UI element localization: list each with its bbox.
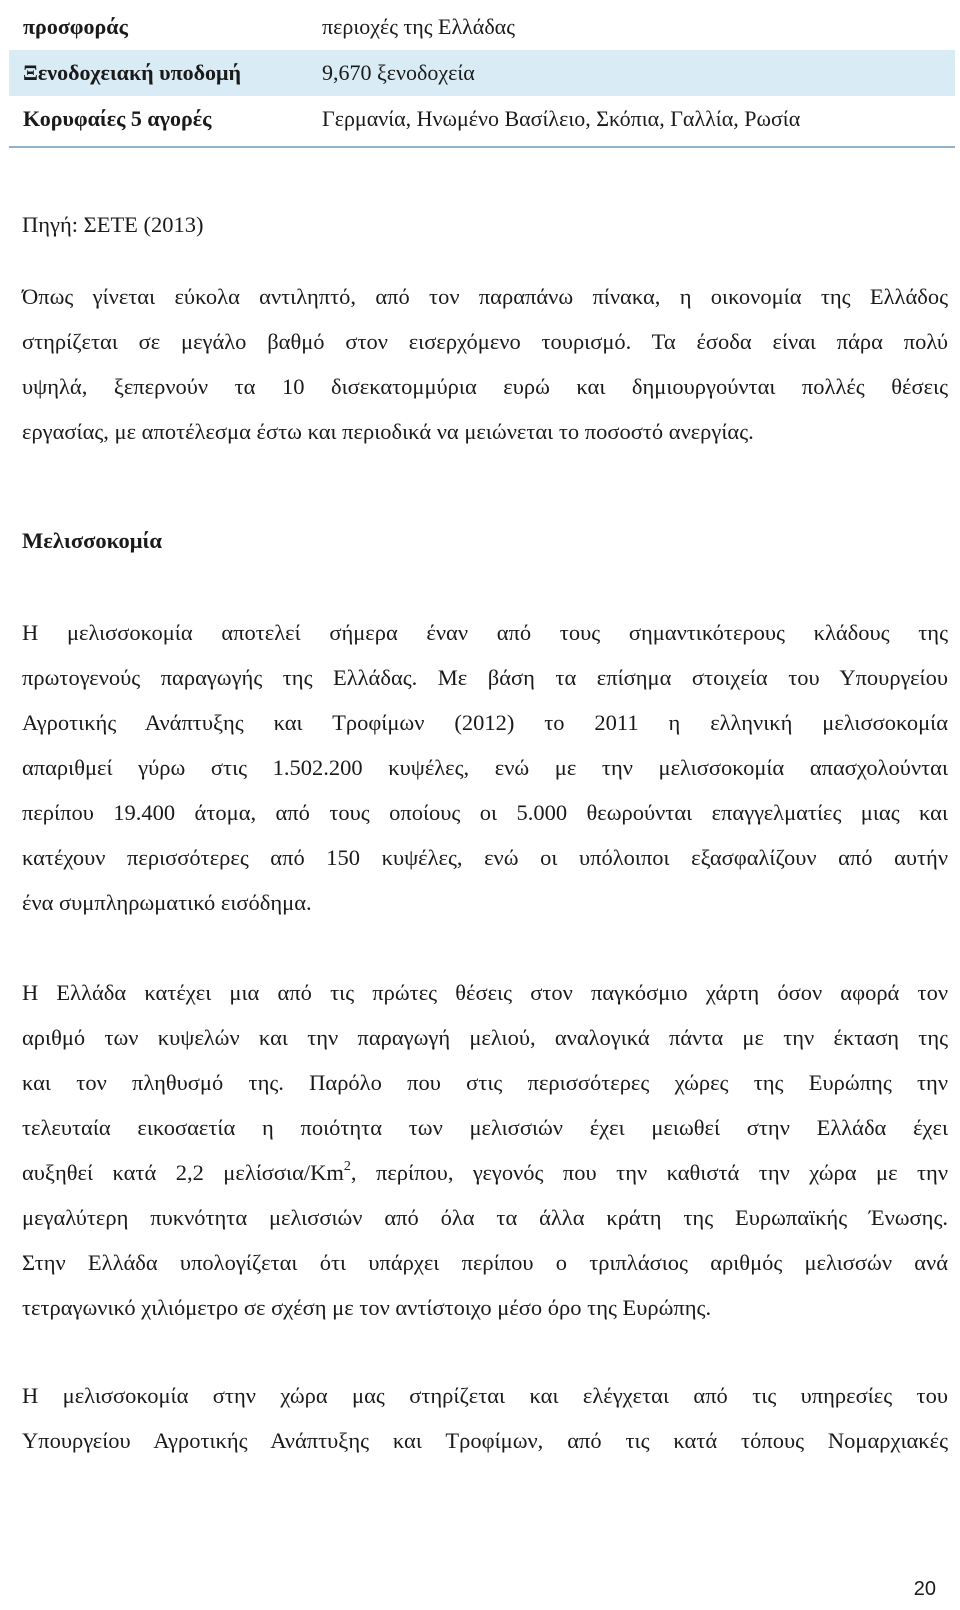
text-line [22, 1150, 948, 1195]
text-line: Υπουργείου Αγροτικής Ανάπτυξης και Τροφίμων, από τις κατά τόπους Νομαρχιακές [22, 1428, 948, 1453]
text-line: Η Ελλάδα κατέχει μια από τις πρώτες θέσεις στον παγκόσμιο χάρτη όσον αφορά τον [22, 980, 948, 1005]
table-row-value: περιοχές της Ελλάδας [322, 14, 515, 39]
table-row-value: 9,670 ξενοδοχεία [322, 60, 475, 85]
table-row-label: Κορυφαίες 5 αγορές [23, 106, 212, 131]
table-row-label: προσφοράς [23, 14, 128, 39]
table-row [9, 4, 955, 50]
text-line: κατέχουν περισσότερες από 150 κυψέλες, ενώ οι υπόλοιποι εξασφαλίζουν από αυτήν [22, 845, 948, 870]
paragraph-services [22, 1373, 948, 1463]
text-line: Όπως γίνεται εύκολα αντιληπτό, από τον παραπάνω πίνακα, η οικονομία της Ελλάδος [22, 284, 948, 309]
table-row-label: Ξενοδοχειακή υποδομή [23, 60, 242, 85]
text-line: μεγαλύτερη πυκνότητα μελισσιών από όλα τα άλλα κράτη της Ευρωπαϊκής Ένωσης. [22, 1205, 948, 1230]
text-line: τελευταία εικοσαετία η ποιότητα των μελισσιών έχει μειωθεί στην Ελλάδα έχει [22, 1115, 948, 1140]
text-fragment: αυξηθεί κατά 2,2 μελίσσια/Km [22, 1160, 344, 1185]
paragraph-beekeeping-intro [22, 610, 948, 925]
text-line: πρωτογενούς παραγωγής της Ελλάδας. Με βάση τα επίσημα στοιχεία του Υπουργείου [22, 665, 948, 690]
text-line: Αγροτικής Ανάπτυξης και Τροφίμων (2012) το 2011 η ελληνική μελισσοκομία [22, 710, 948, 735]
paragraph-tourism [22, 274, 948, 454]
text-line: τετραγωνικό χιλιόμετρο σε σχέση με τον αντίστοιχο μέσο όρο της Ευρώπης. [22, 1295, 712, 1320]
text-line: Η μελισσοκομία στην χώρα μας στηρίζεται και ελέγχεται από τις υπηρεσίες του [22, 1383, 948, 1408]
text-fragment: , περίπου, γεγονός που την καθιστά την χώρα με την [350, 1160, 948, 1185]
text-line: και τον πληθυσμό της. Παρόλο που στις περισσότερες χώρες της Ευρώπης την [22, 1070, 948, 1095]
text-line: Στην Ελλάδα υπολογίζεται ότι υπάρχει περίπου ο τριπλάσιος αριθμός μελισσών ανά [22, 1250, 948, 1275]
section-heading: Μελισσοκομία [22, 528, 162, 553]
table-row-value: Γερμανία, Ηνωμένο Βασίλειο, Σκόπια, Γαλλία, Ρωσία [322, 106, 801, 131]
page-number: 20 [913, 1578, 936, 1600]
text-line: εργασίας, με αποτέλεσμα έστω και περιοδικά να μειώνεται το ποσοστό ανεργίας. [22, 419, 754, 444]
text-line: αριθμό των κυψελών και την παραγωγή μελιού, αναλογικά πάντα με την έκταση της [22, 1025, 948, 1050]
superscript: 2 [343, 1158, 351, 1174]
text-line: περίπου 19.400 άτομα, από τους οποίους οι 5.000 θεωρούνται επαγγελματίες μιας και [22, 800, 948, 825]
table-bottom-rule [9, 146, 955, 148]
table-source: Πηγή: ΣΕΤΕ (2013) [22, 212, 204, 237]
paragraph-greece-ranking [22, 970, 948, 1330]
text-line: Η μελισσοκομία αποτελεί σήμερα έναν από τους σημαντικότερους κλάδους της [22, 620, 948, 645]
text-line: ένα συμπληρωματικό εισόδημα. [22, 890, 312, 915]
tourism-table [9, 0, 955, 138]
text-line: υψηλά, ξεπερνούν τα 10 δισεκατομμύρια ευρώ και δημιουργούνται πολλές θέσεις [22, 374, 948, 399]
text-line: στηρίζεται σε μεγάλο βαθμό στον εισερχόμενο τουρισμό. Τα έσοδα είναι πάρα πολύ [22, 329, 948, 354]
table-row [9, 50, 955, 96]
text-line: απαριθμεί γύρω στις 1.502.200 κυψέλες, ενώ με την μελισσοκομία απασχολούνται [22, 755, 948, 780]
table-row [9, 96, 955, 142]
